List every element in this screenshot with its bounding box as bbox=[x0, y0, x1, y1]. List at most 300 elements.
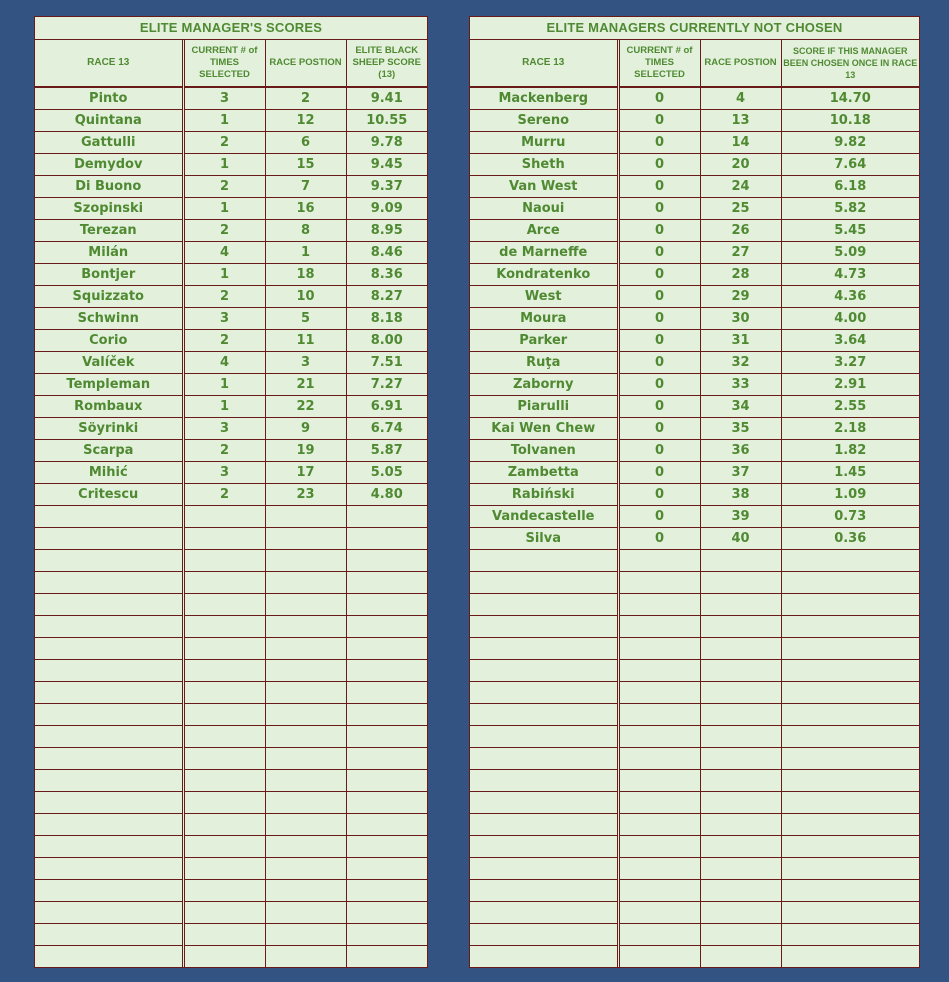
times-selected-cell bbox=[183, 770, 265, 792]
header-times-selected: CURRENT # of TIMES SELECTED bbox=[618, 40, 700, 87]
times-selected-cell bbox=[183, 858, 265, 880]
empty-table-row bbox=[470, 880, 919, 902]
manager-name-cell: Naoui bbox=[470, 198, 618, 220]
score-cell: 9.78 bbox=[346, 132, 427, 154]
times-selected-cell: 0 bbox=[618, 154, 700, 176]
times-selected-cell bbox=[183, 638, 265, 660]
manager-name-cell bbox=[35, 594, 183, 616]
times-selected-cell bbox=[618, 704, 700, 726]
table-row bbox=[470, 110, 919, 132]
score-cell bbox=[781, 726, 919, 748]
table-row bbox=[35, 418, 427, 440]
race-position-cell bbox=[700, 836, 781, 858]
empty-table-row bbox=[35, 660, 427, 682]
empty-table-row bbox=[35, 594, 427, 616]
race-position-cell: 13 bbox=[700, 110, 781, 132]
times-selected-cell bbox=[183, 682, 265, 704]
score-cell bbox=[781, 770, 919, 792]
manager-name-cell: Milán bbox=[35, 242, 183, 264]
score-cell bbox=[346, 792, 427, 814]
times-selected-cell: 0 bbox=[618, 506, 700, 528]
times-selected-cell bbox=[183, 792, 265, 814]
manager-name-cell: Tolvanen bbox=[470, 440, 618, 462]
table-row bbox=[35, 440, 427, 462]
table-row bbox=[35, 132, 427, 154]
manager-name-cell bbox=[470, 638, 618, 660]
times-selected-cell: 0 bbox=[618, 110, 700, 132]
score-cell bbox=[781, 814, 919, 836]
times-selected-cell bbox=[183, 704, 265, 726]
times-selected-cell: 1 bbox=[183, 396, 265, 418]
score-cell bbox=[346, 550, 427, 572]
empty-table-row bbox=[35, 748, 427, 770]
times-selected-cell: 0 bbox=[618, 198, 700, 220]
score-cell bbox=[781, 660, 919, 682]
times-selected-cell bbox=[618, 814, 700, 836]
score-cell bbox=[346, 880, 427, 902]
manager-name-cell: Silva bbox=[470, 528, 618, 550]
score-cell bbox=[346, 726, 427, 748]
manager-name-cell: Terezan bbox=[35, 220, 183, 242]
header-black-sheep-score: ELITE BLACK SHEEP SCORE (13) bbox=[346, 40, 427, 87]
score-cell: 2.91 bbox=[781, 374, 919, 396]
empty-table-row bbox=[35, 550, 427, 572]
times-selected-cell bbox=[183, 572, 265, 594]
race-position-cell bbox=[700, 638, 781, 660]
score-cell: 7.27 bbox=[346, 374, 427, 396]
manager-name-cell: Ruţa bbox=[470, 352, 618, 374]
manager-name-cell: Arce bbox=[470, 220, 618, 242]
manager-name-cell bbox=[35, 836, 183, 858]
table-row bbox=[470, 352, 919, 374]
score-cell bbox=[346, 528, 427, 550]
score-cell: 7.64 bbox=[781, 154, 919, 176]
times-selected-cell: 0 bbox=[618, 484, 700, 506]
empty-table-row bbox=[35, 814, 427, 836]
times-selected-cell bbox=[618, 682, 700, 704]
race-position-cell bbox=[700, 770, 781, 792]
empty-table-row bbox=[470, 858, 919, 880]
race-position-cell bbox=[700, 572, 781, 594]
times-selected-cell: 1 bbox=[183, 264, 265, 286]
score-cell: 5.87 bbox=[346, 440, 427, 462]
manager-name-cell bbox=[35, 704, 183, 726]
race-position-cell bbox=[265, 572, 346, 594]
times-selected-cell: 0 bbox=[618, 352, 700, 374]
manager-name-cell bbox=[35, 682, 183, 704]
empty-table-row bbox=[35, 792, 427, 814]
race-position-cell: 16 bbox=[265, 198, 346, 220]
times-selected-cell: 0 bbox=[618, 308, 700, 330]
table-row bbox=[470, 440, 919, 462]
race-position-cell: 39 bbox=[700, 506, 781, 528]
times-selected-cell: 2 bbox=[183, 132, 265, 154]
score-cell bbox=[781, 704, 919, 726]
score-cell: 6.18 bbox=[781, 176, 919, 198]
race-position-cell: 1 bbox=[265, 242, 346, 264]
race-position-cell bbox=[700, 550, 781, 572]
times-selected-cell: 2 bbox=[183, 176, 265, 198]
empty-table-row bbox=[35, 770, 427, 792]
empty-table-row bbox=[35, 572, 427, 594]
score-cell: 8.18 bbox=[346, 308, 427, 330]
manager-name-cell: Murru bbox=[470, 132, 618, 154]
table-row bbox=[35, 374, 427, 396]
table-row bbox=[35, 110, 427, 132]
times-selected-cell: 0 bbox=[618, 242, 700, 264]
table-row bbox=[470, 506, 919, 528]
score-cell: 3.27 bbox=[781, 352, 919, 374]
times-selected-cell: 2 bbox=[183, 484, 265, 506]
score-cell bbox=[781, 682, 919, 704]
score-cell bbox=[346, 682, 427, 704]
race-position-cell bbox=[700, 660, 781, 682]
table-row bbox=[470, 87, 919, 110]
score-cell bbox=[346, 924, 427, 946]
race-position-cell: 25 bbox=[700, 198, 781, 220]
manager-name-cell: Di Buono bbox=[35, 176, 183, 198]
manager-name-cell: Kondratenko bbox=[470, 264, 618, 286]
empty-table-row bbox=[470, 572, 919, 594]
race-position-cell bbox=[265, 902, 346, 924]
score-cell: 10.18 bbox=[781, 110, 919, 132]
manager-name-cell bbox=[470, 726, 618, 748]
right-panel-title: ELITE MANAGERS CURRENTLY NOT CHOSEN bbox=[470, 17, 919, 40]
manager-name-cell: Gattulli bbox=[35, 132, 183, 154]
race-position-cell bbox=[700, 748, 781, 770]
race-position-cell: 30 bbox=[700, 308, 781, 330]
score-cell: 0.73 bbox=[781, 506, 919, 528]
header-score-if-chosen: SCORE IF THIS MANAGER BEEN CHOSEN ONCE IN RACE 13 bbox=[781, 40, 919, 87]
score-cell bbox=[781, 924, 919, 946]
score-cell: 3.64 bbox=[781, 330, 919, 352]
manager-name-cell bbox=[35, 506, 183, 528]
race-position-cell: 19 bbox=[265, 440, 346, 462]
manager-name-cell: Corio bbox=[35, 330, 183, 352]
times-selected-cell: 0 bbox=[618, 264, 700, 286]
race-position-cell: 7 bbox=[265, 176, 346, 198]
empty-table-row bbox=[470, 682, 919, 704]
score-cell bbox=[346, 638, 427, 660]
score-cell: 4.00 bbox=[781, 308, 919, 330]
times-selected-cell bbox=[618, 770, 700, 792]
times-selected-cell bbox=[183, 924, 265, 946]
race-position-cell: 8 bbox=[265, 220, 346, 242]
manager-name-cell bbox=[470, 792, 618, 814]
score-cell: 8.46 bbox=[346, 242, 427, 264]
race-position-cell: 22 bbox=[265, 396, 346, 418]
manager-name-cell bbox=[35, 550, 183, 572]
empty-table-row bbox=[470, 704, 919, 726]
times-selected-cell: 0 bbox=[618, 286, 700, 308]
times-selected-cell: 1 bbox=[183, 374, 265, 396]
times-selected-cell: 1 bbox=[183, 198, 265, 220]
score-cell: 4.80 bbox=[346, 484, 427, 506]
score-cell bbox=[346, 748, 427, 770]
manager-name-cell bbox=[470, 616, 618, 638]
times-selected-cell bbox=[183, 902, 265, 924]
race-position-cell bbox=[265, 814, 346, 836]
empty-table-row bbox=[35, 924, 427, 946]
race-position-cell bbox=[265, 682, 346, 704]
empty-table-row bbox=[470, 748, 919, 770]
score-cell: 5.82 bbox=[781, 198, 919, 220]
times-selected-cell bbox=[183, 880, 265, 902]
empty-table-row bbox=[470, 616, 919, 638]
score-cell bbox=[781, 946, 919, 968]
times-selected-cell bbox=[183, 726, 265, 748]
empty-table-row bbox=[35, 528, 427, 550]
manager-name-cell bbox=[470, 660, 618, 682]
race-position-cell bbox=[700, 814, 781, 836]
times-selected-cell bbox=[183, 594, 265, 616]
times-selected-cell bbox=[183, 616, 265, 638]
times-selected-cell: 2 bbox=[183, 286, 265, 308]
empty-table-row bbox=[35, 616, 427, 638]
times-selected-cell: 0 bbox=[618, 396, 700, 418]
manager-name-cell: Quintana bbox=[35, 110, 183, 132]
score-cell bbox=[781, 902, 919, 924]
score-cell bbox=[346, 572, 427, 594]
score-cell: 6.91 bbox=[346, 396, 427, 418]
manager-name-cell: Templeman bbox=[35, 374, 183, 396]
race-position-cell bbox=[700, 726, 781, 748]
score-cell: 2.55 bbox=[781, 396, 919, 418]
empty-table-row bbox=[470, 594, 919, 616]
table-row bbox=[35, 484, 427, 506]
race-position-cell: 24 bbox=[700, 176, 781, 198]
table-row bbox=[35, 286, 427, 308]
table-row bbox=[35, 154, 427, 176]
times-selected-cell bbox=[183, 506, 265, 528]
times-selected-cell: 0 bbox=[618, 132, 700, 154]
score-cell: 0.36 bbox=[781, 528, 919, 550]
score-cell bbox=[346, 770, 427, 792]
manager-name-cell bbox=[35, 528, 183, 550]
header-times-selected: CURRENT # of TIMES SELECTED bbox=[183, 40, 265, 87]
score-cell bbox=[781, 572, 919, 594]
race-position-cell: 11 bbox=[265, 330, 346, 352]
manager-name-cell: Moura bbox=[470, 308, 618, 330]
manager-name-cell bbox=[470, 902, 618, 924]
score-cell: 9.82 bbox=[781, 132, 919, 154]
times-selected-cell bbox=[618, 616, 700, 638]
empty-table-row bbox=[470, 550, 919, 572]
empty-table-row bbox=[470, 814, 919, 836]
manager-name-cell: Mackenberg bbox=[470, 87, 618, 110]
right-table-body bbox=[470, 87, 919, 967]
times-selected-cell: 1 bbox=[183, 110, 265, 132]
manager-name-cell bbox=[470, 550, 618, 572]
score-cell bbox=[346, 946, 427, 968]
times-selected-cell: 0 bbox=[618, 87, 700, 110]
left-table-body bbox=[35, 87, 427, 967]
table-row bbox=[35, 330, 427, 352]
race-position-cell: 2 bbox=[265, 87, 346, 110]
times-selected-cell: 4 bbox=[183, 352, 265, 374]
race-position-cell: 21 bbox=[265, 374, 346, 396]
table-row bbox=[35, 352, 427, 374]
race-position-cell: 15 bbox=[265, 154, 346, 176]
empty-table-row bbox=[35, 682, 427, 704]
times-selected-cell bbox=[183, 660, 265, 682]
race-position-cell bbox=[700, 594, 781, 616]
empty-table-row bbox=[470, 726, 919, 748]
score-cell bbox=[346, 506, 427, 528]
race-position-cell bbox=[265, 704, 346, 726]
race-position-cell: 4 bbox=[700, 87, 781, 110]
empty-table-row bbox=[470, 836, 919, 858]
manager-name-cell: Schwinn bbox=[35, 308, 183, 330]
race-position-cell bbox=[700, 792, 781, 814]
table-row bbox=[470, 418, 919, 440]
empty-table-row bbox=[470, 792, 919, 814]
times-selected-cell bbox=[618, 726, 700, 748]
times-selected-cell bbox=[618, 748, 700, 770]
score-cell: 5.05 bbox=[346, 462, 427, 484]
manager-name-cell bbox=[35, 770, 183, 792]
score-cell bbox=[346, 594, 427, 616]
table-row bbox=[35, 87, 427, 110]
score-cell: 8.95 bbox=[346, 220, 427, 242]
times-selected-cell: 3 bbox=[183, 462, 265, 484]
score-cell: 9.41 bbox=[346, 87, 427, 110]
table-row bbox=[35, 396, 427, 418]
times-selected-cell: 0 bbox=[618, 220, 700, 242]
race-position-cell: 28 bbox=[700, 264, 781, 286]
score-cell: 10.55 bbox=[346, 110, 427, 132]
score-cell bbox=[346, 858, 427, 880]
times-selected-cell bbox=[183, 814, 265, 836]
manager-name-cell bbox=[35, 946, 183, 968]
elite-manager-scores-table bbox=[35, 40, 427, 967]
manager-name-cell: West bbox=[470, 286, 618, 308]
manager-name-cell: Mihić bbox=[35, 462, 183, 484]
manager-name-cell bbox=[470, 836, 618, 858]
race-position-cell bbox=[700, 616, 781, 638]
manager-name-cell: Squizzato bbox=[35, 286, 183, 308]
score-cell: 8.00 bbox=[346, 330, 427, 352]
race-position-cell bbox=[265, 880, 346, 902]
table-row bbox=[470, 242, 919, 264]
times-selected-cell: 3 bbox=[183, 87, 265, 110]
times-selected-cell: 3 bbox=[183, 418, 265, 440]
times-selected-cell: 0 bbox=[618, 462, 700, 484]
race-position-cell bbox=[700, 704, 781, 726]
manager-name-cell bbox=[35, 902, 183, 924]
times-selected-cell bbox=[618, 902, 700, 924]
manager-name-cell bbox=[470, 572, 618, 594]
score-cell bbox=[781, 550, 919, 572]
table-row bbox=[470, 198, 919, 220]
manager-name-cell: Kai Wen Chew bbox=[470, 418, 618, 440]
score-cell: 4.73 bbox=[781, 264, 919, 286]
times-selected-cell bbox=[183, 528, 265, 550]
score-cell: 8.36 bbox=[346, 264, 427, 286]
score-cell: 9.45 bbox=[346, 154, 427, 176]
race-position-cell bbox=[265, 924, 346, 946]
times-selected-cell: 2 bbox=[183, 440, 265, 462]
table-row bbox=[35, 242, 427, 264]
score-cell: 14.70 bbox=[781, 87, 919, 110]
empty-table-row bbox=[35, 858, 427, 880]
table-row bbox=[35, 176, 427, 198]
times-selected-cell: 0 bbox=[618, 374, 700, 396]
score-cell bbox=[346, 704, 427, 726]
manager-name-cell: Van West bbox=[470, 176, 618, 198]
table-row bbox=[470, 286, 919, 308]
score-cell: 5.45 bbox=[781, 220, 919, 242]
manager-name-cell bbox=[470, 682, 618, 704]
race-position-cell bbox=[265, 770, 346, 792]
times-selected-cell: 0 bbox=[618, 528, 700, 550]
race-position-cell bbox=[265, 836, 346, 858]
score-cell bbox=[346, 660, 427, 682]
race-position-cell bbox=[700, 880, 781, 902]
race-position-cell: 26 bbox=[700, 220, 781, 242]
race-position-cell bbox=[700, 858, 781, 880]
score-cell: 1.45 bbox=[781, 462, 919, 484]
race-position-cell: 10 bbox=[265, 286, 346, 308]
manager-name-cell bbox=[470, 704, 618, 726]
score-cell: 5.09 bbox=[781, 242, 919, 264]
race-position-cell bbox=[265, 946, 346, 968]
times-selected-cell: 2 bbox=[183, 330, 265, 352]
header-race: RACE 13 bbox=[35, 40, 183, 87]
manager-name-cell bbox=[470, 748, 618, 770]
race-position-cell: 17 bbox=[265, 462, 346, 484]
score-cell: 2.18 bbox=[781, 418, 919, 440]
race-position-cell bbox=[265, 858, 346, 880]
header-race-position: RACE POSTION bbox=[700, 40, 781, 87]
table-row bbox=[470, 396, 919, 418]
score-cell: 9.37 bbox=[346, 176, 427, 198]
manager-name-cell: Critescu bbox=[35, 484, 183, 506]
table-row bbox=[470, 220, 919, 242]
race-position-cell: 31 bbox=[700, 330, 781, 352]
race-position-cell: 6 bbox=[265, 132, 346, 154]
empty-table-row bbox=[470, 638, 919, 660]
empty-table-row bbox=[470, 946, 919, 968]
score-cell bbox=[781, 880, 919, 902]
race-position-cell bbox=[265, 638, 346, 660]
table-row bbox=[35, 264, 427, 286]
race-position-cell bbox=[700, 682, 781, 704]
manager-name-cell: Söyrinki bbox=[35, 418, 183, 440]
table-row bbox=[35, 198, 427, 220]
table-row bbox=[470, 308, 919, 330]
times-selected-cell bbox=[618, 550, 700, 572]
manager-name-cell: Szopinski bbox=[35, 198, 183, 220]
left-panel-title: ELITE MANAGER'S SCORES bbox=[35, 17, 427, 40]
manager-name-cell: Zambetta bbox=[470, 462, 618, 484]
manager-name-cell bbox=[470, 924, 618, 946]
empty-table-row bbox=[35, 946, 427, 968]
race-position-cell bbox=[265, 528, 346, 550]
manager-name-cell: Sheth bbox=[470, 154, 618, 176]
empty-table-row bbox=[35, 836, 427, 858]
table-row bbox=[470, 462, 919, 484]
manager-name-cell bbox=[35, 880, 183, 902]
manager-name-cell: Bontjer bbox=[35, 264, 183, 286]
race-position-cell: 38 bbox=[700, 484, 781, 506]
times-selected-cell: 1 bbox=[183, 154, 265, 176]
not-chosen-managers-panel bbox=[469, 16, 920, 968]
race-position-cell: 3 bbox=[265, 352, 346, 374]
times-selected-cell bbox=[618, 858, 700, 880]
header-row bbox=[35, 40, 427, 87]
race-position-cell: 36 bbox=[700, 440, 781, 462]
